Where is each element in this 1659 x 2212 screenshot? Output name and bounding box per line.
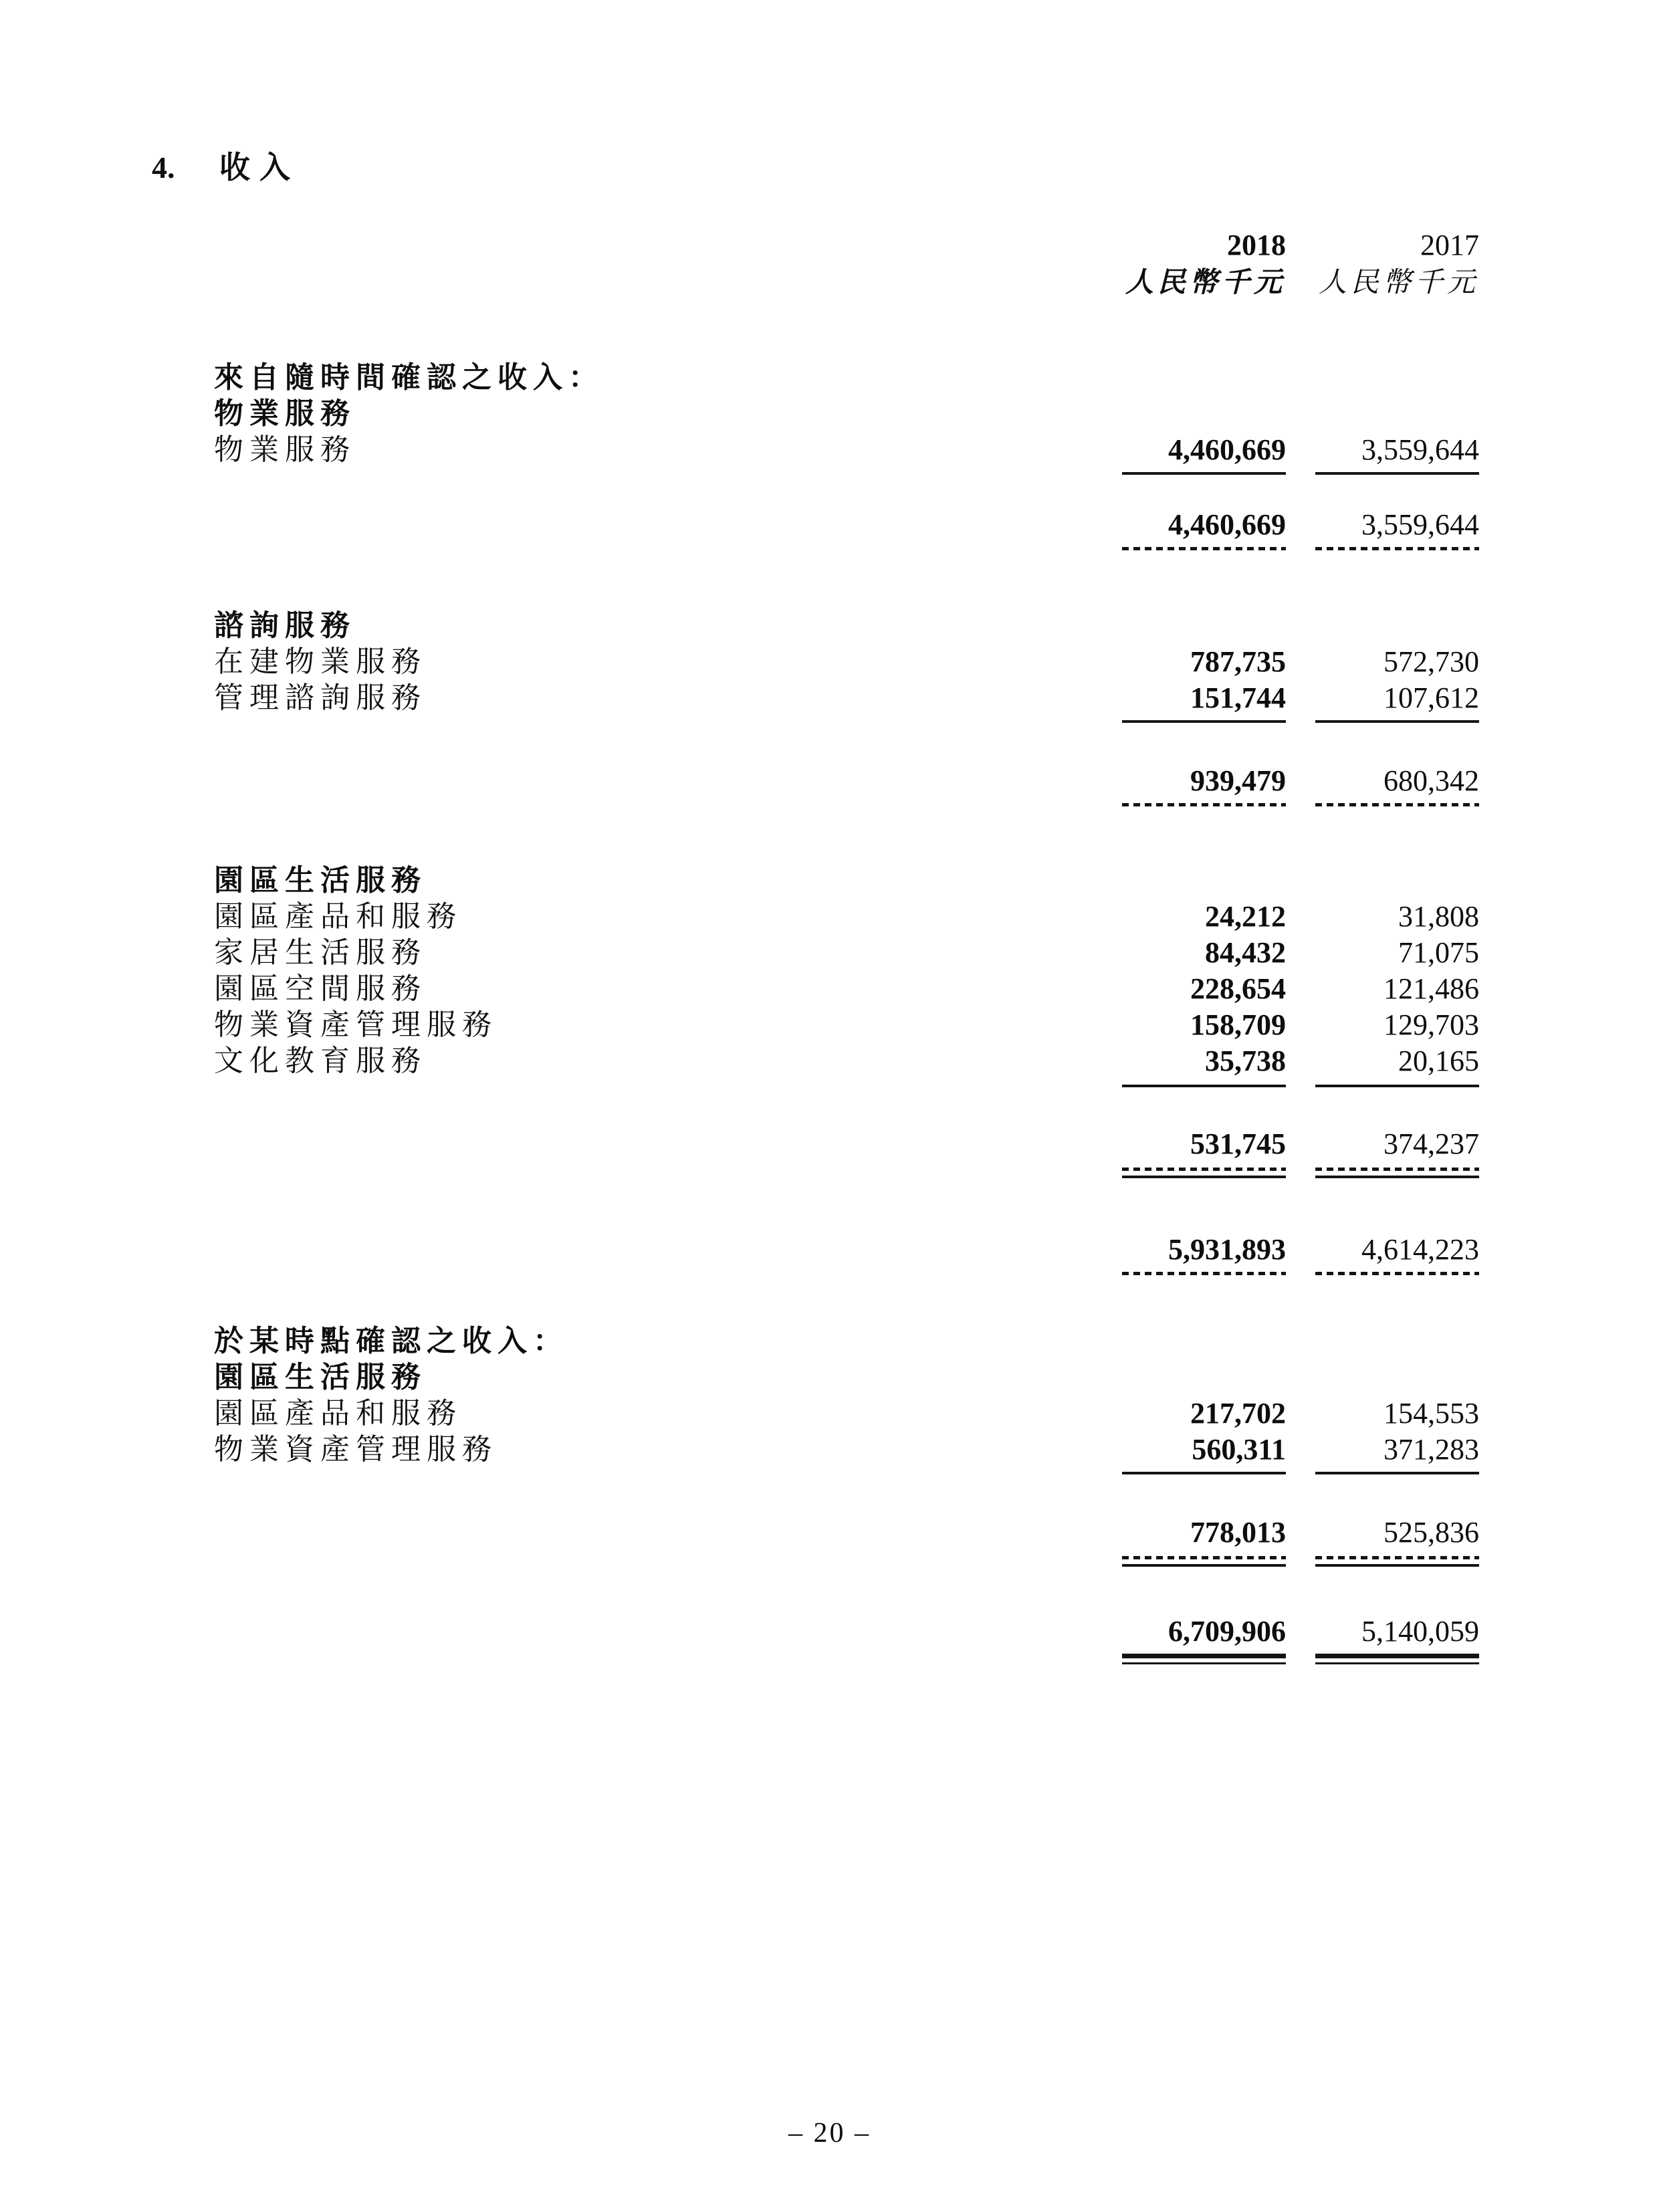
subtotal-value-2018: 939,479 <box>1190 764 1286 797</box>
total-value-2018: 5,931,893 <box>1168 1233 1286 1266</box>
section-header-label: 於某時點確認之收入： <box>214 1325 568 1357</box>
rule-2018 <box>1122 1176 1286 1178</box>
row-label: 物業資產管理服務 <box>214 1433 497 1466</box>
row-value-2018: 151,744 <box>1190 681 1286 714</box>
grand-total-value-2017: 5,140,059 <box>1361 1615 1479 1648</box>
subtotal-row-consulting-services <box>0 763 1659 799</box>
table-row-properties-under-construction <box>0 644 1659 680</box>
row-label: 園區空間服務 <box>214 972 427 1005</box>
row-value-2018: 24,212 <box>1205 900 1286 933</box>
column-year-header <box>0 227 1659 263</box>
note-number: 4. <box>152 150 175 185</box>
grand-total-value-2018: 6,709,906 <box>1168 1615 1286 1648</box>
rule-2017 <box>1315 803 1479 806</box>
rule-2018 <box>1122 1654 1286 1664</box>
row-value-2017: 20,165 <box>1398 1044 1479 1077</box>
rule-2018 <box>1122 1085 1286 1087</box>
unit-2018-header: 人民幣千元 <box>1125 267 1286 298</box>
row-label: 園區產品和服務 <box>214 1397 462 1430</box>
subtotal-value-2018: 4,460,669 <box>1168 508 1286 541</box>
carry-rule <box>0 1556 1659 1559</box>
carry-rule <box>0 803 1659 806</box>
table-row-home-living-services <box>0 935 1659 971</box>
subtotal-row-point-in-time <box>0 1515 1659 1551</box>
row-value-2017: 371,283 <box>1384 1433 1479 1466</box>
rule-2018 <box>1122 472 1286 475</box>
row-label: 園區產品和服務 <box>214 900 462 933</box>
row-value-2018: 158,709 <box>1190 1008 1286 1041</box>
row-value-2017: 572,730 <box>1384 645 1479 678</box>
total-value-2017: 4,614,223 <box>1361 1233 1479 1266</box>
total-row-over-time <box>0 1232 1659 1268</box>
row-value-2018: 217,702 <box>1190 1397 1286 1430</box>
rule-2018 <box>1122 1556 1286 1559</box>
sum-rule <box>0 720 1659 723</box>
table-row-property-services <box>0 432 1659 468</box>
group-header-label: 園區生活服務 <box>214 864 427 897</box>
sum-rule <box>0 1085 1659 1087</box>
table-row-community-products-pit <box>0 1396 1659 1432</box>
row-label: 文化教育服務 <box>214 1044 427 1077</box>
subtotal-value-2017: 3,559,644 <box>1361 508 1479 541</box>
carry-rule <box>0 547 1659 550</box>
grand-total-rule <box>0 1654 1659 1664</box>
rule-2017 <box>1315 1564 1479 1567</box>
row-value-2017: 71,075 <box>1398 936 1479 969</box>
rule-2017 <box>1315 1472 1479 1474</box>
year-2017-header: 2017 <box>1420 229 1479 261</box>
grand-total-row <box>0 1614 1659 1650</box>
rule-2017 <box>1315 1654 1479 1664</box>
row-value-2018: 4,460,669 <box>1168 433 1286 466</box>
group-header-label: 諮詢服務 <box>214 609 356 642</box>
rule-2018 <box>1122 1168 1286 1171</box>
rule-2017 <box>1315 720 1479 723</box>
rule-2017 <box>1315 1168 1479 1171</box>
rule-2017 <box>1315 547 1479 550</box>
subtotal-row-community-living-services <box>0 1126 1659 1162</box>
page-number: – 20 – <box>788 2118 871 2148</box>
row-value-2017: 31,808 <box>1398 900 1479 933</box>
column-unit-header <box>0 265 1659 301</box>
subtotal-row-property-services <box>0 507 1659 543</box>
row-value-2017: 3,559,644 <box>1361 433 1479 466</box>
note-heading <box>0 150 1659 186</box>
table-row-community-space-services <box>0 971 1659 1007</box>
row-label: 管理諮詢服務 <box>214 681 427 714</box>
rule-2018 <box>1122 720 1286 723</box>
year-2018-header: 2018 <box>1227 229 1286 261</box>
carry-rule <box>0 1272 1659 1275</box>
row-label: 物業服務 <box>214 433 356 466</box>
subtotal-value-2017: 680,342 <box>1384 764 1479 797</box>
subtotal-value-2017: 374,237 <box>1384 1127 1479 1160</box>
group-header-property-services <box>0 396 1659 432</box>
row-value-2017: 107,612 <box>1384 681 1479 714</box>
subtotal-value-2018: 778,013 <box>1190 1516 1286 1549</box>
sum-rule <box>0 472 1659 475</box>
rule-2018 <box>1122 1272 1286 1275</box>
rule-2018 <box>1122 547 1286 550</box>
addition-rule <box>0 1176 1659 1178</box>
row-value-2017: 154,553 <box>1384 1397 1479 1430</box>
row-label: 物業資產管理服務 <box>214 1008 497 1041</box>
sum-rule <box>0 1472 1659 1474</box>
row-value-2018: 35,738 <box>1205 1044 1286 1077</box>
row-value-2017: 121,486 <box>1384 972 1479 1005</box>
rule-2017 <box>1315 1085 1479 1087</box>
carry-rule <box>0 1168 1659 1171</box>
row-value-2018: 787,735 <box>1190 645 1286 678</box>
unit-2017-header: 人民幣千元 <box>1318 267 1479 298</box>
table-row-community-products <box>0 899 1659 935</box>
row-value-2017: 129,703 <box>1384 1008 1479 1041</box>
rule-2017 <box>1315 1272 1479 1275</box>
section-header-over-time <box>0 360 1659 396</box>
row-value-2018: 84,432 <box>1205 936 1286 969</box>
group-header-community-living-services-pit <box>0 1359 1659 1396</box>
rule-2017 <box>1315 472 1479 475</box>
group-header-label: 物業服務 <box>214 397 356 430</box>
subtotal-value-2017: 525,836 <box>1384 1516 1479 1549</box>
rule-2017 <box>1315 1556 1479 1559</box>
rule-2018 <box>1122 803 1286 806</box>
table-row-property-asset-management <box>0 1007 1659 1043</box>
rule-2017 <box>1315 1176 1479 1178</box>
table-row-culture-education-services <box>0 1043 1659 1079</box>
row-label: 家居生活服務 <box>214 936 427 969</box>
subtotal-value-2018: 531,745 <box>1190 1127 1286 1160</box>
row-value-2018: 228,654 <box>1190 972 1286 1005</box>
section-header-label: 來自隨時間確認之收入： <box>214 361 604 394</box>
table-row-management-consulting <box>0 680 1659 716</box>
row-label: 在建物業服務 <box>214 645 427 678</box>
section-header-point-in-time <box>0 1323 1659 1359</box>
addition-rule <box>0 1564 1659 1567</box>
group-header-label: 園區生活服務 <box>214 1361 427 1394</box>
group-header-consulting-services <box>0 608 1659 644</box>
rule-2018 <box>1122 1472 1286 1474</box>
group-header-community-living-services <box>0 863 1659 899</box>
rule-2018 <box>1122 1564 1286 1567</box>
note-title: 收入 <box>219 150 300 185</box>
table-row-property-asset-management-pit <box>0 1432 1659 1468</box>
row-value-2018: 560,311 <box>1192 1433 1286 1466</box>
